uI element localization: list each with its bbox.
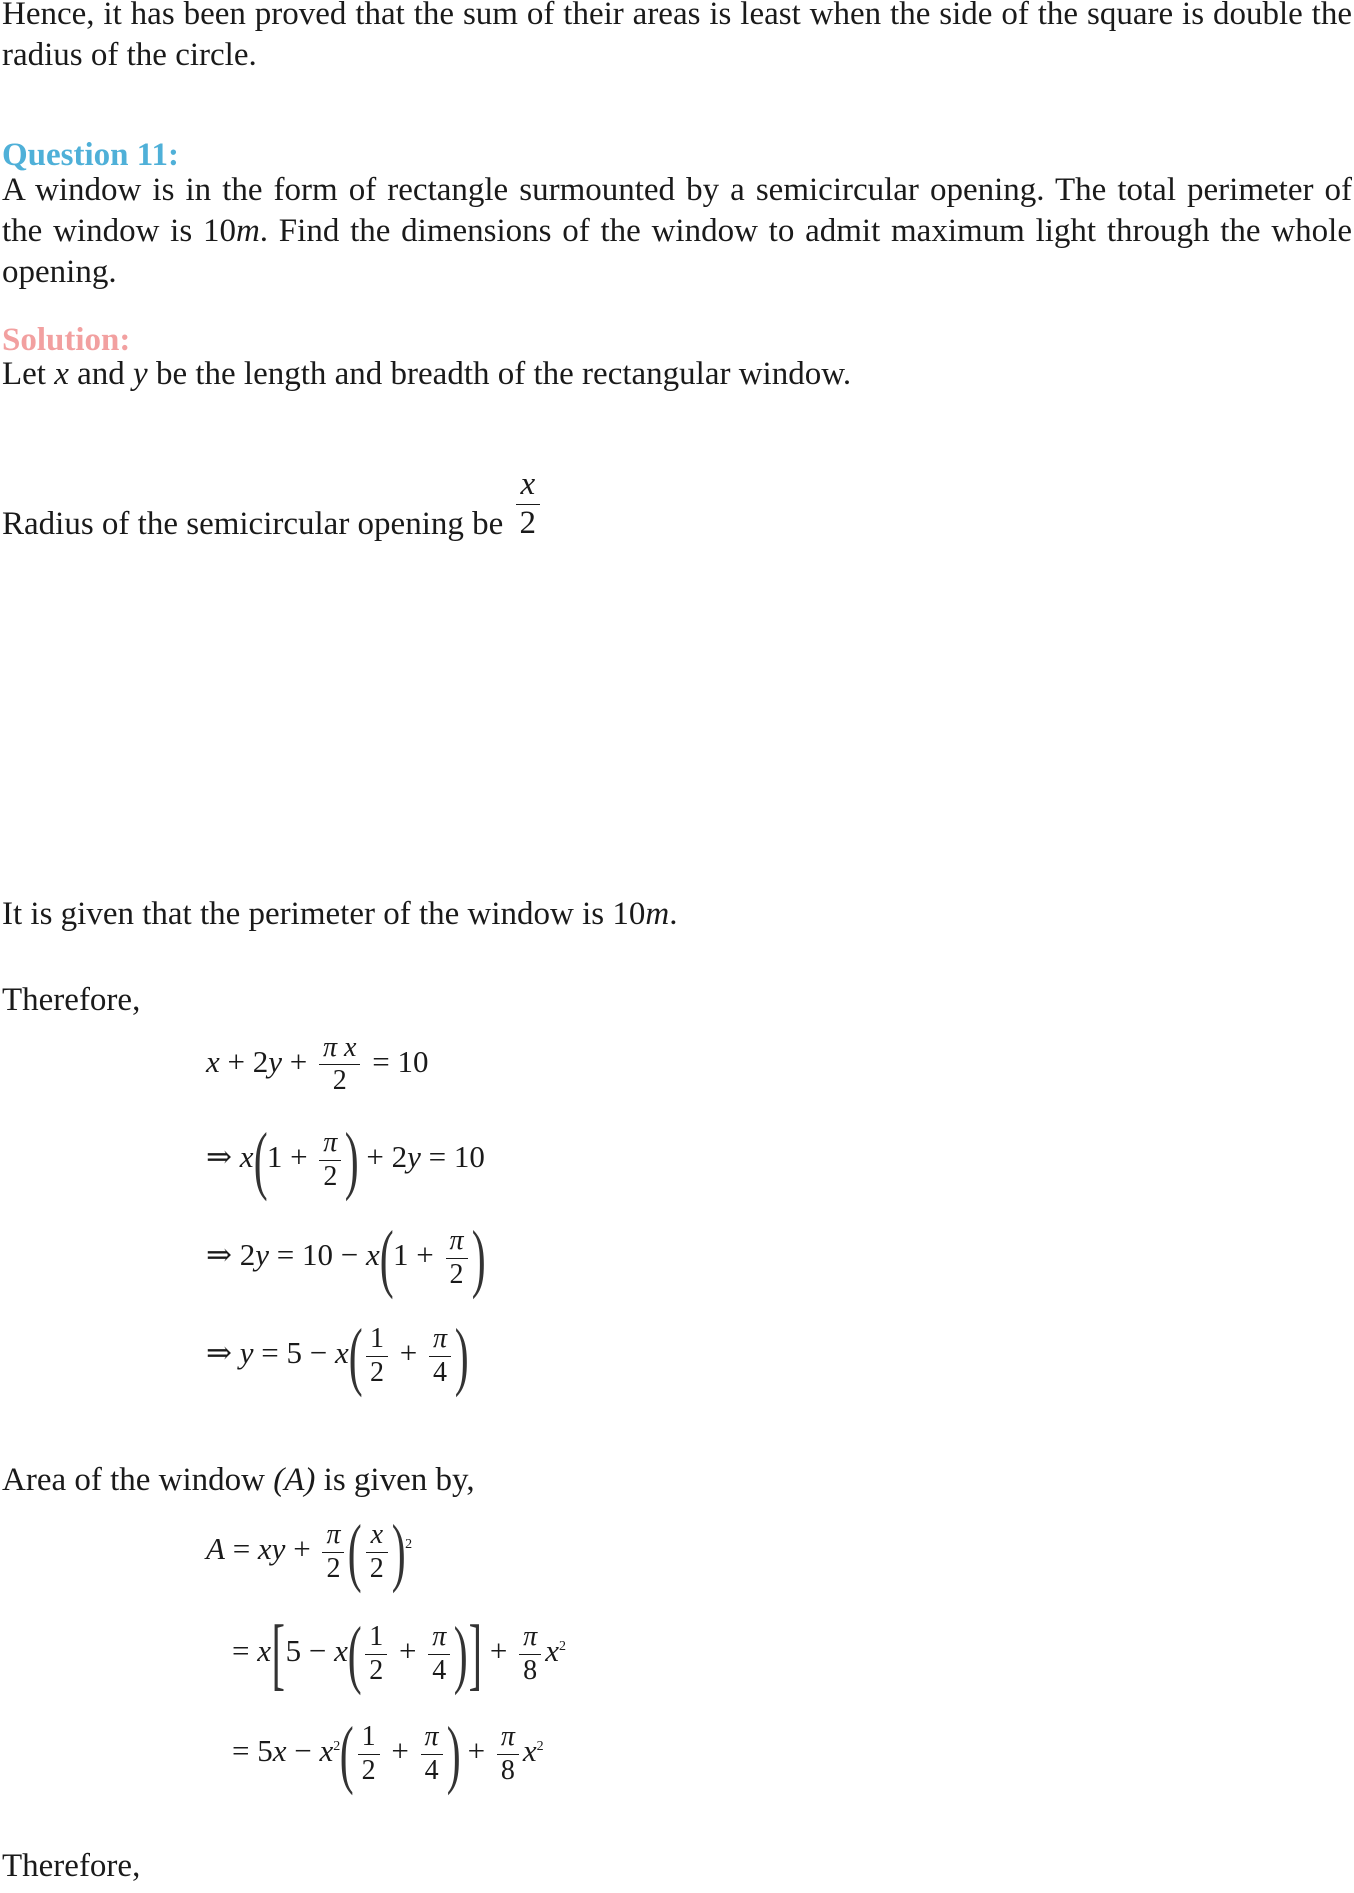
perimeter-value: 10	[202, 213, 236, 249]
therefore-label-2: Therefore,	[2, 1848, 141, 1884]
equation-area-3: = $5x - x^2$( $\frac{1}{2}$ + $\frac{\pi}{4}$ ) + $\frac{\pi}{8}$ $x^2$	[232, 1712, 544, 1796]
equation-area-1: A = xy + $\frac{\pi}{2}$ ( $\frac{x}{2}$ )$^2$	[206, 1510, 413, 1594]
question-text: A window is in the form of rectangle surmounted by a semicircular opening. The total perimeter of the window is 10m. Find the dimensions of the window to admit maximum light through the whole opening.	[2, 172, 1352, 290]
radius-fraction: $\frac{x}{2}$	[516, 466, 541, 543]
given-statement: It is given that the perimeter of the window is 10m.	[2, 896, 678, 932]
intro-paragraph: Hence, it has been proved that the sum of their areas is least when the side of the square is double the radius of the circle.	[2, 0, 1352, 73]
equation-step-3: ⇒ 2y = 10 − x(1 + $\frac{\pi}{2}$ )	[206, 1216, 486, 1300]
equation-step-4: ⇒ y = 5 − x( $\frac{1}{2}$ + $\frac{\pi}{4}$ )	[206, 1314, 469, 1398]
solution-heading: Solution:	[2, 322, 131, 358]
equation-area-2: = x[5 − x( $\frac{1}{2}$ + $\frac{\pi}{4}$ )] + $\frac{\pi}{8}$ $x^2$	[232, 1610, 566, 1698]
equation-perimeter: x + 2y + $\frac{\text{π x}}{2}$ = 10	[206, 1032, 429, 1097]
area-statement: Area of the window (A) is given by,	[2, 1462, 475, 1498]
therefore-label-1: Therefore,	[2, 982, 141, 1018]
equation-step-2: ⇒ x(1 + $\frac{\pi}{2}$ ) + 2y = 10	[206, 1118, 485, 1202]
question-heading: Question 11:	[2, 137, 179, 173]
let-statement: Let x and y be the length and breadth of the rectangular window.	[2, 356, 852, 392]
radius-statement: Radius of the semicircular opening be $\frac{x}{2}$	[2, 488, 544, 565]
perimeter-unit: m	[235, 213, 260, 249]
